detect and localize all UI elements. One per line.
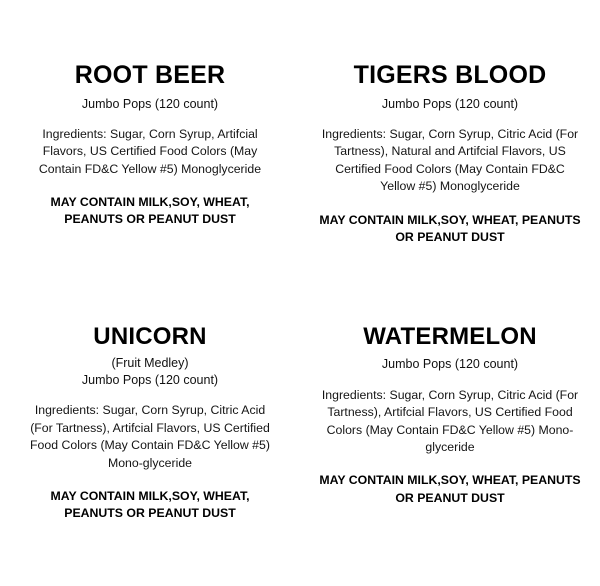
label-count-line: Jumbo Pops (120 count) [81, 96, 219, 111]
label-count-line: Jumbo Pops (120 count) [81, 373, 219, 388]
label-ingredients: Ingredients: Sugar, Corn Syrup, Artifcial Flavors, US Certified Food Colors (May Contain FD&C Yellow #5) Monoglyceride [38, 126, 262, 176]
label-ingredients: Ingredients: Sugar, Corn Syrup, Citric Acid (For Tartness), Natural and Artifcial Flavors, US Certified Food Colors (May Contain FD&C Yellow #5) Monoglyceride [321, 126, 579, 194]
label-card-watermelon [300, 324, 600, 586]
label-count-line: Jumbo Pops (120 count) [381, 357, 519, 372]
label-title: WATERMELON [363, 323, 537, 350]
label-allergen-warning: MAY CONTAIN MILK,SOY, WHEAT, PEANUTS OR PEANUT DUST [50, 195, 250, 227]
label-card-tigers-blood [300, 62, 600, 324]
label-card-root-beer [0, 62, 300, 324]
label-count-line: Jumbo Pops (120 count) [381, 96, 519, 111]
label-flavor-note: (Fruit Medley) [111, 356, 189, 371]
label-allergen-warning: MAY CONTAIN MILK,SOY, WHEAT, PEANUTS OR PEANUT DUST [50, 489, 250, 521]
label-card-unicorn [0, 324, 300, 586]
label-title: TIGERS BLOOD [353, 61, 547, 89]
label-allergen-warning: MAY CONTAIN MILK,SOY, WHEAT, PEANUTS OR PEANUT DUST [319, 473, 581, 505]
label-title: ROOT BEER [74, 61, 226, 89]
label-title: UNICORN [93, 323, 207, 350]
label-ingredients: Ingredients: Sugar, Corn Syrup, Citric Acid (For Tartness), Artifcial Flavors, US Certified Food Colors (May Contain FD&C Yellow #5) Mono-glyceride [321, 387, 579, 454]
label-allergen-warning: MAY CONTAIN MILK,SOY, WHEAT, PEANUTS OR PEANUT DUST [319, 212, 581, 244]
label-ingredients: Ingredients: Sugar, Corn Syrup, Citric Acid (For Tartness), Artifcial Flavors, US Certified Food Colors (May Contain FD&C Yellow #5) Mono-glyceride [30, 403, 270, 470]
